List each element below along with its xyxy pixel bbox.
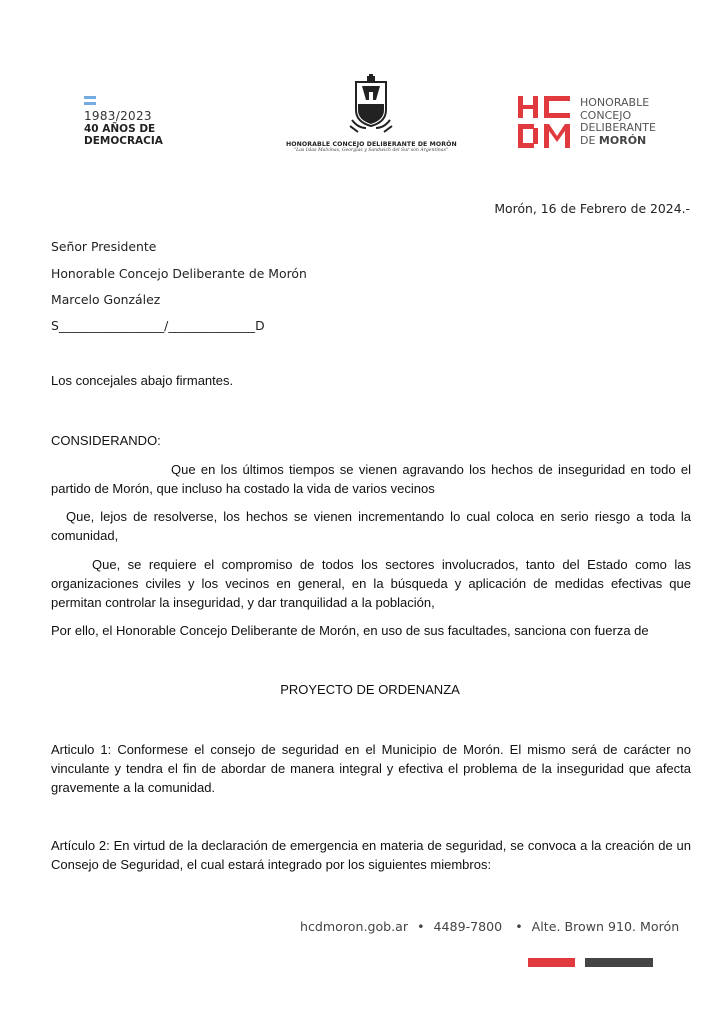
concejo-crest [286,74,456,153]
footer-contact [300,919,680,934]
address-line-1: Señor Presidente [51,239,157,254]
paragraph-4: Por ello, el Honorable Concejo Deliberante de Morón, en uso de sus facultades, sanciona con fuerza de [51,623,649,638]
footer-bar-gray [585,958,653,967]
hcd-line-1: HONORABLE [580,96,650,109]
argentina-flag-icon [84,96,96,105]
address-line-2: Honorable Concejo Deliberante de Morón [51,266,307,281]
crest-title: HONORABLE CONCEJO DELIBERANTE DE MORÓN [286,141,457,148]
address-line-4: S_________________/______________D [51,318,265,333]
hcd-logo [518,96,678,148]
hcd-monogram-icon [518,96,572,148]
articulo-2: Artículo 2: En virtud de la declaración de emergencia en materia de seguridad, se convoca a la creación de un Consejo de Seguridad, el cual estará integrado por los siguientes miembros: [51,838,691,872]
hcd-moron: MORÓN [598,133,647,147]
footer-phone: 4489-7800 [433,919,503,934]
democracia-years: 1983/2023 [84,109,152,123]
democracia-line-2: DEMOCRACIA [84,135,163,147]
hcd-line-4: DE MORÓN [580,133,647,147]
paragraph-3: Que, se requiere el compromiso de todos los sectores involucrados, tanto del Estado como las organizaciones civiles y los vecinos en general, en la búsqueda y aplicación de medidas efectivas que permitan controlar la inseguridad, y dar tranquilidad a la población, [51,557,691,610]
considerando-heading: CONSIDERANDO: [51,433,161,448]
footer-separator-2: • [515,919,523,934]
footer-bar-red [528,958,575,967]
intro-line: Los concejales abajo firmantes. [51,373,234,388]
crest-motto: "Las Islas Malvinas, Georgias y Sandwich del Sur son Argentinas" [294,148,448,153]
crest-icon [348,74,394,134]
proyecto-heading: PROYECTO DE ORDENANZA [280,682,460,697]
address-line-3: Marcelo González [51,292,161,307]
footer-address: Alte. Brown 910. Morón [531,919,680,934]
footer-website: hcdmoron.gob.ar [300,919,409,934]
hcd-line-3: DELIBERANTE [580,121,656,134]
letter-date: Morón, 16 de Febrero de 2024.- [494,201,690,216]
articulo-1: Articulo 1: Conformese el consejo de seguridad en el Municipio de Morón. El mismo será de carácter no vinculante y tendra el fin de abordar de manera integral y efectiva el problema de la inseguridad que afecta gravemente a la comunidad. [51,742,691,795]
footer-separator-1: • [417,919,425,934]
democracia-line-1: 40 AÑOS DE [84,123,156,135]
hcd-line-2: CONCEJO [580,108,632,122]
hcd-logo-text [580,97,656,147]
paragraph-1: Que en los últimos tiempos se vienen agravando los hechos de inseguridad en todo el partido de Morón, que incluso ha costado la vida de varios vecinos [51,462,691,496]
paragraph-2: Que, lejos de resolverse, los hechos se vienen incrementando lo cual coloca en serio riesgo a toda la comunidad, [51,509,691,543]
democracia-logo [84,96,194,147]
